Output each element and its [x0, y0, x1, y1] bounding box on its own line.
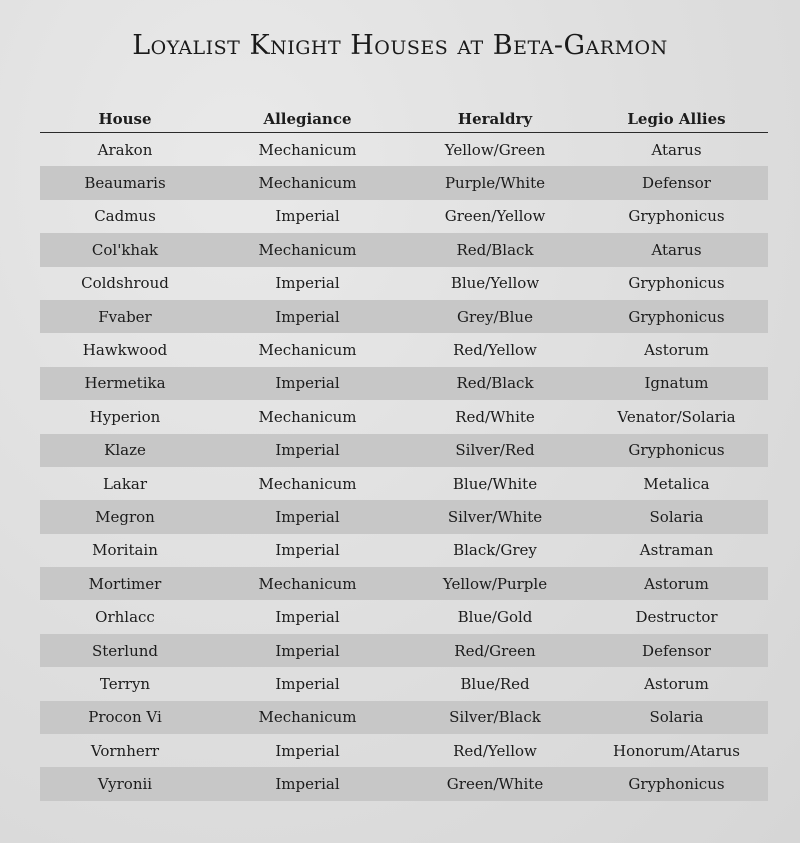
allegiance-cell: Mechanicum: [258, 574, 357, 593]
heraldry-cell: Yellow/Purple: [442, 574, 548, 593]
heraldry-cell: Yellow/Green: [444, 140, 546, 159]
table-row: [40, 434, 768, 467]
heraldry-cell: Red/Yellow: [453, 341, 537, 360]
table-row: [40, 133, 768, 166]
house-cell: Terryn: [99, 674, 151, 693]
legio-allies-cell: Defensor: [642, 641, 711, 660]
legio-allies-cell: Gryphonicus: [628, 274, 725, 293]
table-row: [40, 600, 768, 633]
legio-allies-cell: Venator/Solaria: [617, 407, 736, 426]
allegiance-cell: Mechanicum: [258, 174, 357, 193]
heraldry-cell: Blue/White: [452, 474, 538, 493]
allegiance-cell: Imperial: [275, 441, 340, 460]
legio-allies-cell: Astorum: [644, 341, 709, 360]
legio-allies-cell: Metalica: [643, 474, 710, 493]
header-house: House: [98, 110, 152, 128]
legio-allies-cell: Ignatum: [644, 374, 709, 393]
legio-allies-cell: Solaria: [649, 507, 704, 526]
house-cell: Mortimer: [88, 574, 162, 593]
page-title: Loyalist Knight Houses at Beta-Garmon: [132, 30, 668, 61]
allegiance-cell: Mechanicum: [258, 407, 357, 426]
heraldry-cell: Red/Yellow: [453, 741, 537, 760]
heraldry-cell: Red/Green: [454, 641, 536, 660]
table-row: [40, 300, 768, 333]
legio-allies-cell: Astorum: [644, 574, 709, 593]
legio-allies-cell: Defensor: [642, 174, 711, 193]
allegiance-cell: Mechanicum: [258, 240, 357, 259]
house-cell: Arakon: [97, 140, 153, 159]
house-cell: Sterlund: [91, 641, 159, 660]
house-cell: Col'khak: [91, 240, 159, 259]
table-row: [40, 567, 768, 600]
table-row: [40, 667, 768, 700]
heraldry-cell: Blue/Gold: [457, 608, 533, 627]
table-row: [40, 634, 768, 667]
allegiance-cell: Imperial: [275, 775, 340, 794]
allegiance-cell: Imperial: [275, 674, 340, 693]
table-row: [40, 233, 768, 266]
house-cell: Cadmus: [94, 207, 156, 226]
allegiance-cell: Imperial: [275, 274, 340, 293]
heraldry-cell: Grey/Blue: [457, 307, 533, 326]
allegiance-cell: Mechanicum: [258, 341, 357, 360]
table-row: [40, 500, 768, 533]
table-row: [40, 767, 768, 800]
house-cell: Moritain: [92, 541, 158, 560]
allegiance-cell: Imperial: [275, 608, 340, 627]
house-cell: Procon Vi: [88, 708, 162, 727]
table-row: [40, 200, 768, 233]
knight-houses-table: [40, 100, 768, 801]
allegiance-cell: Imperial: [275, 307, 340, 326]
heraldry-cell: Silver/Red: [455, 441, 535, 460]
legio-allies-cell: Astorum: [644, 674, 709, 693]
table-header: [40, 100, 768, 133]
table-row: [40, 333, 768, 366]
header-legio-allies: Legio Allies: [627, 110, 726, 128]
heraldry-cell: Red/Black: [456, 374, 534, 393]
table-row: [40, 467, 768, 500]
table-body: [40, 133, 768, 801]
legio-allies-cell: Atarus: [651, 240, 702, 259]
heraldry-cell: Purple/White: [444, 174, 546, 193]
house-cell: Hermetika: [84, 374, 166, 393]
legio-allies-cell: Destructor: [635, 608, 718, 627]
table-row: [40, 534, 768, 567]
heraldry-cell: Red/White: [455, 407, 535, 426]
house-cell: Fvaber: [98, 307, 152, 326]
heraldry-cell: Silver/Black: [449, 708, 541, 727]
allegiance-cell: Imperial: [275, 507, 340, 526]
heraldry-cell: Silver/White: [447, 507, 543, 526]
house-cell: Orhlacc: [95, 608, 155, 627]
table-row: [40, 267, 768, 300]
house-cell: Megron: [95, 507, 155, 526]
house-cell: Klaze: [104, 441, 146, 460]
legio-allies-cell: Honorum/Atarus: [613, 741, 740, 760]
table-row: [40, 734, 768, 767]
allegiance-cell: Mechanicum: [258, 474, 357, 493]
legio-allies-cell: Gryphonicus: [628, 307, 725, 326]
heraldry-cell: Black/Grey: [453, 541, 537, 560]
legio-allies-cell: Gryphonicus: [628, 207, 725, 226]
allegiance-cell: Imperial: [275, 207, 340, 226]
legio-allies-cell: Atarus: [651, 140, 702, 159]
legio-allies-cell: Astraman: [639, 541, 714, 560]
table-row: [40, 701, 768, 734]
heraldry-cell: Green/White: [446, 775, 544, 794]
allegiance-cell: Imperial: [275, 541, 340, 560]
allegiance-cell: Mechanicum: [258, 140, 357, 159]
legio-allies-cell: Solaria: [649, 708, 704, 727]
table-row: [40, 166, 768, 199]
header-allegiance: Allegiance: [263, 110, 352, 128]
heraldry-cell: Red/Black: [456, 240, 534, 259]
legio-allies-cell: Gryphonicus: [628, 441, 725, 460]
heraldry-cell: Green/Yellow: [444, 207, 546, 226]
table-row: [40, 367, 768, 400]
house-cell: Hyperion: [89, 407, 161, 426]
heraldry-cell: Blue/Red: [460, 674, 530, 693]
legio-allies-cell: Gryphonicus: [628, 775, 725, 794]
house-cell: Vyronii: [97, 775, 153, 794]
house-cell: Coldshroud: [81, 274, 169, 293]
allegiance-cell: Imperial: [275, 741, 340, 760]
house-cell: Hawkwood: [82, 341, 168, 360]
allegiance-cell: Imperial: [275, 374, 340, 393]
house-cell: Vornherr: [90, 741, 160, 760]
house-cell: Beaumaris: [84, 174, 166, 193]
heraldry-cell: Blue/Yellow: [450, 274, 540, 293]
house-cell: Lakar: [102, 474, 148, 493]
allegiance-cell: Mechanicum: [258, 708, 357, 727]
table-row: [40, 400, 768, 433]
allegiance-cell: Imperial: [275, 641, 340, 660]
header-heraldry: Heraldry: [457, 110, 533, 128]
